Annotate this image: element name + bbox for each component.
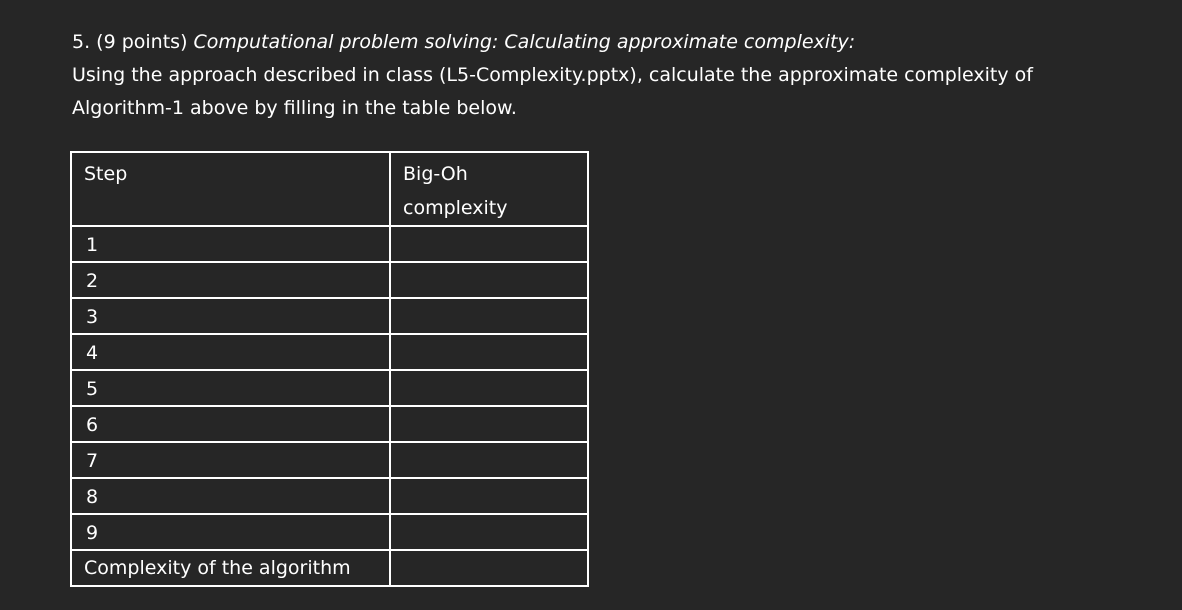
step-cell: 3 [71, 298, 390, 334]
bigoh-input-cell[interactable] [390, 406, 588, 442]
header-bigoh [390, 152, 588, 226]
question-block [72, 26, 1162, 125]
step-cell: 5 [71, 370, 390, 406]
bigoh-input-cell[interactable] [390, 478, 588, 514]
step-cell: 9 [71, 514, 390, 550]
question-title: Computational problem solving: Calculating approximate complexity: [193, 31, 856, 53]
bigoh-input-cell[interactable] [390, 514, 588, 550]
bigoh-input-cell[interactable] [390, 370, 588, 406]
table-row [71, 298, 588, 334]
table-total-row [71, 550, 588, 586]
total-label-cell: Complexity of the algorithm [71, 550, 390, 586]
header-bigoh-line-2: complexity [403, 197, 508, 219]
step-cell: 2 [71, 262, 390, 298]
step-cell: 4 [71, 334, 390, 370]
bigoh-input-cell[interactable] [390, 334, 588, 370]
table-row [71, 226, 588, 262]
table-header-row [71, 152, 588, 226]
header-step: Step [71, 152, 390, 226]
step-cell: 1 [71, 226, 390, 262]
table-row [71, 406, 588, 442]
total-input-cell[interactable] [390, 550, 588, 586]
question-number: 5. (9 points) [72, 31, 194, 53]
question-instruction-line-1: Using the approach described in class (L5-Complexity.pptx), calculate the approximate complexity of [72, 64, 1033, 86]
question-heading [72, 26, 1162, 59]
complexity-table [70, 151, 589, 587]
step-cell: 6 [71, 406, 390, 442]
table-row [71, 262, 588, 298]
bigoh-input-cell[interactable] [390, 226, 588, 262]
bigoh-input-cell[interactable] [390, 262, 588, 298]
table-row [71, 370, 588, 406]
complexity-table-container [70, 151, 589, 587]
table-row [71, 442, 588, 478]
table-row [71, 334, 588, 370]
table-row [71, 478, 588, 514]
bigoh-input-cell[interactable] [390, 298, 588, 334]
step-cell: 8 [71, 478, 390, 514]
step-cell: 7 [71, 442, 390, 478]
question-instruction-line-2: Algorithm-1 above by filling in the table below. [72, 97, 517, 119]
bigoh-input-cell[interactable] [390, 442, 588, 478]
header-bigoh-line-1: Big-Oh [403, 163, 468, 185]
table-row [71, 514, 588, 550]
